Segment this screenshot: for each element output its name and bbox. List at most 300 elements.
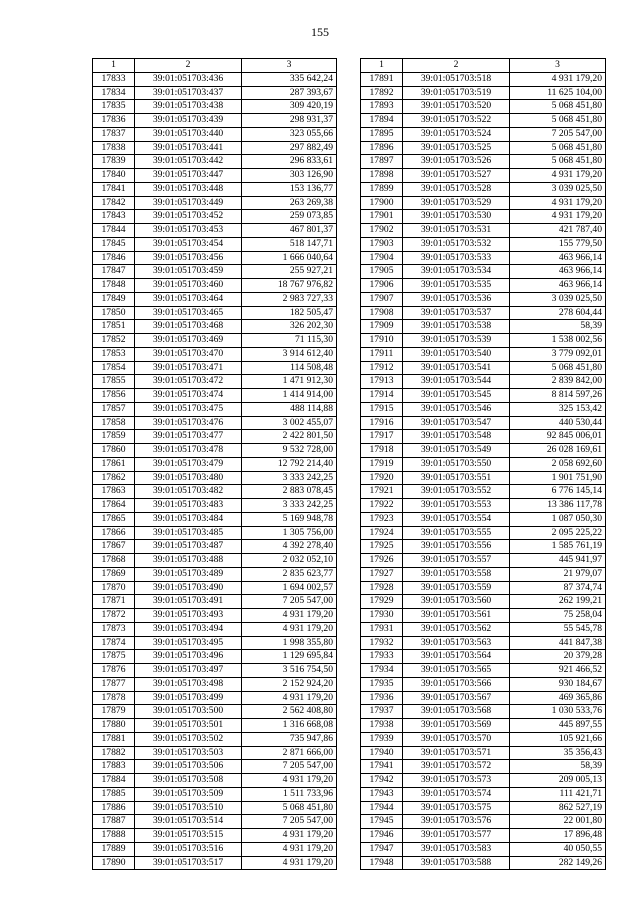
value-cell: 21 979,07 (510, 567, 606, 581)
row-number-cell: 17945 (361, 815, 403, 829)
row-number-cell: 17940 (361, 746, 403, 760)
value-cell: 114 508,48 (242, 361, 337, 375)
row-number-cell: 17857 (93, 402, 135, 416)
row-number-cell: 17925 (361, 540, 403, 554)
cadastral-number-cell: 39:01:051703:470 (135, 347, 242, 361)
row-number-cell: 17931 (361, 622, 403, 636)
row-number-cell: 17885 (93, 787, 135, 801)
value-cell: 153 136,77 (242, 182, 337, 196)
cadastral-number-cell: 39:01:051703:464 (135, 292, 242, 306)
cadastral-number-cell: 39:01:051703:489 (135, 567, 242, 581)
row-number-cell: 17881 (93, 732, 135, 746)
value-cell: 441 847,38 (510, 636, 606, 650)
row-number-cell: 17894 (361, 114, 403, 128)
value-cell: 3 516 754,50 (242, 664, 337, 678)
table-row (93, 485, 337, 499)
table-row (361, 512, 606, 526)
value-cell: 1 305 756,00 (242, 526, 337, 540)
table-row (93, 499, 337, 513)
value-cell: 2 095 225,22 (510, 526, 606, 540)
row-number-cell: 17924 (361, 526, 403, 540)
table-row (361, 760, 606, 774)
table-row (361, 306, 606, 320)
value-cell: 6 776 145,14 (510, 485, 606, 499)
row-number-cell: 17896 (361, 141, 403, 155)
cadastral-number-cell: 39:01:051703:575 (403, 801, 510, 815)
cadastral-number-cell: 39:01:051703:570 (403, 732, 510, 746)
row-number-cell: 17861 (93, 457, 135, 471)
table-body-left (93, 59, 337, 870)
table-row (93, 347, 337, 361)
table-row (361, 815, 606, 829)
table-row (93, 595, 337, 609)
table-row (361, 210, 606, 224)
value-cell: 4 931 179,20 (510, 72, 606, 86)
cadastral-number-cell: 39:01:051703:567 (403, 691, 510, 705)
table-row (361, 595, 606, 609)
row-number-cell: 17864 (93, 499, 135, 513)
cadastral-number-cell: 39:01:051703:519 (403, 86, 510, 100)
value-cell: 5 068 451,80 (510, 141, 606, 155)
table-row (361, 347, 606, 361)
cadastral-number-cell: 39:01:051703:497 (135, 664, 242, 678)
cadastral-number-cell: 39:01:051703:498 (135, 677, 242, 691)
cadastral-number-cell: 39:01:051703:556 (403, 540, 510, 554)
row-number-cell: 17874 (93, 636, 135, 650)
row-number-cell: 17903 (361, 237, 403, 251)
table-row (93, 650, 337, 664)
value-cell: 3 333 242,25 (242, 499, 337, 513)
value-cell: 4 392 278,40 (242, 540, 337, 554)
value-cell: 22 001,80 (510, 815, 606, 829)
value-cell: 92 845 006,01 (510, 430, 606, 444)
value-cell: 5 068 451,80 (510, 155, 606, 169)
value-cell: 5 068 451,80 (510, 114, 606, 128)
row-number-cell: 17948 (361, 856, 403, 870)
row-number-cell: 17947 (361, 842, 403, 856)
cadastral-number-cell: 39:01:051703:588 (403, 856, 510, 870)
table-row (93, 512, 337, 526)
cadastral-number-cell: 39:01:051703:439 (135, 114, 242, 128)
value-cell: 1 585 761,19 (510, 540, 606, 554)
value-cell: 518 147,71 (242, 237, 337, 251)
table-row (93, 581, 337, 595)
value-cell: 3 914 612,40 (242, 347, 337, 361)
table-row (361, 732, 606, 746)
column-header: 1 (93, 59, 135, 73)
value-cell: 155 779,50 (510, 237, 606, 251)
value-cell: 421 787,40 (510, 224, 606, 238)
row-number-cell: 17941 (361, 760, 403, 774)
value-cell: 4 931 179,20 (510, 210, 606, 224)
table-row (93, 389, 337, 403)
table-row (93, 127, 337, 141)
cadastral-number-cell: 39:01:051703:440 (135, 127, 242, 141)
table-row (361, 265, 606, 279)
table-row (93, 402, 337, 416)
value-cell: 4 931 179,20 (242, 829, 337, 843)
cadastral-number-cell: 39:01:051703:539 (403, 334, 510, 348)
value-cell: 7 205 547,00 (242, 815, 337, 829)
row-number-cell: 17875 (93, 650, 135, 664)
value-cell: 2 883 078,45 (242, 485, 337, 499)
cadastral-number-cell: 39:01:051703:469 (135, 334, 242, 348)
table-row (93, 169, 337, 183)
row-number-cell: 17835 (93, 100, 135, 114)
table-row (361, 554, 606, 568)
column-header: 2 (403, 59, 510, 73)
cadastral-number-cell: 39:01:051703:562 (403, 622, 510, 636)
value-cell: 309 420,19 (242, 100, 337, 114)
row-number-cell: 17935 (361, 677, 403, 691)
table-row (93, 210, 337, 224)
table-row (93, 72, 337, 86)
row-number-cell: 17849 (93, 292, 135, 306)
row-number-cell: 17862 (93, 471, 135, 485)
data-table-left (92, 58, 337, 870)
cadastral-number-cell: 39:01:051703:541 (403, 361, 510, 375)
row-number-cell: 17844 (93, 224, 135, 238)
value-cell: 296 833,61 (242, 155, 337, 169)
table-row (361, 237, 606, 251)
value-cell: 55 545,78 (510, 622, 606, 636)
value-cell: 262 199,21 (510, 595, 606, 609)
value-cell: 209 005,13 (510, 774, 606, 788)
value-cell: 463 966,14 (510, 265, 606, 279)
table-row (361, 540, 606, 554)
table-row (361, 141, 606, 155)
value-cell: 75 258,04 (510, 609, 606, 623)
row-number-cell: 17882 (93, 746, 135, 760)
cadastral-number-cell: 39:01:051703:480 (135, 471, 242, 485)
page-number: 155 (311, 25, 329, 39)
value-cell: 4 931 179,20 (242, 842, 337, 856)
cadastral-number-cell: 39:01:051703:553 (403, 499, 510, 513)
row-number-cell: 17879 (93, 705, 135, 719)
table-row (93, 279, 337, 293)
table-row (93, 251, 337, 265)
row-number-cell: 17856 (93, 389, 135, 403)
table-row (93, 815, 337, 829)
table-row (93, 801, 337, 815)
value-cell: 111 421,71 (510, 787, 606, 801)
value-cell: 282 149,26 (510, 856, 606, 870)
row-number-cell: 17919 (361, 457, 403, 471)
cadastral-number-cell: 39:01:051703:459 (135, 265, 242, 279)
cadastral-number-cell: 39:01:051703:520 (403, 100, 510, 114)
table-row (93, 636, 337, 650)
row-number-cell: 17850 (93, 306, 135, 320)
cadastral-number-cell: 39:01:051703:483 (135, 499, 242, 513)
row-number-cell: 17884 (93, 774, 135, 788)
table-row (361, 72, 606, 86)
table-row (361, 677, 606, 691)
cadastral-number-cell: 39:01:051703:538 (403, 320, 510, 334)
cadastral-number-cell: 39:01:051703:501 (135, 719, 242, 733)
row-number-cell: 17912 (361, 361, 403, 375)
row-number-cell: 17858 (93, 416, 135, 430)
table-row (93, 774, 337, 788)
cadastral-number-cell: 39:01:051703:522 (403, 114, 510, 128)
row-number-cell: 17840 (93, 169, 135, 183)
table-row (361, 196, 606, 210)
row-number-cell: 17895 (361, 127, 403, 141)
cadastral-number-cell: 39:01:051703:555 (403, 526, 510, 540)
cadastral-number-cell: 39:01:051703:564 (403, 650, 510, 664)
cadastral-number-cell: 39:01:051703:565 (403, 664, 510, 678)
row-number-cell: 17916 (361, 416, 403, 430)
table-row (93, 182, 337, 196)
cadastral-number-cell: 39:01:051703:499 (135, 691, 242, 705)
table-row (93, 760, 337, 774)
table-row (93, 224, 337, 238)
value-cell: 9 532 728,00 (242, 444, 337, 458)
cadastral-number-cell: 39:01:051703:515 (135, 829, 242, 843)
column-header: 3 (242, 59, 337, 73)
row-number-cell: 17943 (361, 787, 403, 801)
cadastral-number-cell: 39:01:051703:453 (135, 224, 242, 238)
row-number-cell: 17887 (93, 815, 135, 829)
value-cell: 87 374,74 (510, 581, 606, 595)
value-cell: 105 921,66 (510, 732, 606, 746)
table-row (361, 169, 606, 183)
table-row (361, 719, 606, 733)
row-number-cell: 17890 (93, 856, 135, 870)
cadastral-number-cell: 39:01:051703:509 (135, 787, 242, 801)
value-cell: 930 184,67 (510, 677, 606, 691)
table-row (93, 567, 337, 581)
cadastral-number-cell: 39:01:051703:544 (403, 375, 510, 389)
table-row (361, 389, 606, 403)
cadastral-number-cell: 39:01:051703:535 (403, 279, 510, 293)
row-number-cell: 17915 (361, 402, 403, 416)
value-cell: 2 562 408,80 (242, 705, 337, 719)
cadastral-number-cell: 39:01:051703:454 (135, 237, 242, 251)
row-number-cell: 17932 (361, 636, 403, 650)
value-cell: 1 511 733,96 (242, 787, 337, 801)
table-row (93, 306, 337, 320)
table-row (93, 471, 337, 485)
row-number-cell: 17899 (361, 182, 403, 196)
cadastral-number-cell: 39:01:051703:529 (403, 196, 510, 210)
value-cell: 4 931 179,20 (242, 609, 337, 623)
cadastral-number-cell: 39:01:051703:561 (403, 609, 510, 623)
value-cell: 11 625 104,00 (510, 86, 606, 100)
value-cell: 35 356,43 (510, 746, 606, 760)
table-row (361, 86, 606, 100)
cadastral-number-cell: 39:01:051703:493 (135, 609, 242, 623)
cadastral-number-cell: 39:01:051703:436 (135, 72, 242, 86)
table-row (361, 155, 606, 169)
value-cell: 7 205 547,00 (242, 760, 337, 774)
value-cell: 1 998 355,80 (242, 636, 337, 650)
row-number-cell: 17911 (361, 347, 403, 361)
cadastral-number-cell: 39:01:051703:572 (403, 760, 510, 774)
table-row (93, 554, 337, 568)
value-cell: 2 839 842,00 (510, 375, 606, 389)
table-row (93, 416, 337, 430)
cadastral-number-cell: 39:01:051703:449 (135, 196, 242, 210)
table-row (361, 609, 606, 623)
value-cell: 1 129 695,84 (242, 650, 337, 664)
table-row (93, 375, 337, 389)
cadastral-number-cell: 39:01:051703:557 (403, 554, 510, 568)
row-number-cell: 17923 (361, 512, 403, 526)
row-number-cell: 17869 (93, 567, 135, 581)
row-number-cell: 17868 (93, 554, 135, 568)
cadastral-number-cell: 39:01:051703:566 (403, 677, 510, 691)
cadastral-number-cell: 39:01:051703:537 (403, 306, 510, 320)
row-number-cell: 17934 (361, 664, 403, 678)
row-number-cell: 17910 (361, 334, 403, 348)
row-number-cell: 17942 (361, 774, 403, 788)
row-number-cell: 17848 (93, 279, 135, 293)
table-row (93, 691, 337, 705)
value-cell: 323 055,66 (242, 127, 337, 141)
table-row (361, 636, 606, 650)
table-row (361, 801, 606, 815)
value-cell: 1 414 914,00 (242, 389, 337, 403)
value-cell: 298 931,37 (242, 114, 337, 128)
row-number-cell: 17937 (361, 705, 403, 719)
cadastral-number-cell: 39:01:051703:495 (135, 636, 242, 650)
cadastral-number-cell: 39:01:051703:516 (135, 842, 242, 856)
row-number-cell: 17841 (93, 182, 135, 196)
value-cell: 5 068 451,80 (510, 361, 606, 375)
row-number-cell: 17876 (93, 664, 135, 678)
cadastral-number-cell: 39:01:051703:546 (403, 402, 510, 416)
table-row (361, 292, 606, 306)
value-cell: 862 527,19 (510, 801, 606, 815)
row-number-cell: 17929 (361, 595, 403, 609)
row-number-cell: 17867 (93, 540, 135, 554)
table-row (361, 691, 606, 705)
table-body-right (361, 59, 606, 870)
value-cell: 182 505,47 (242, 306, 337, 320)
table-row (361, 471, 606, 485)
value-cell: 12 792 214,40 (242, 457, 337, 471)
row-number-cell: 17866 (93, 526, 135, 540)
table-row (361, 416, 606, 430)
table-row (93, 196, 337, 210)
cadastral-number-cell: 39:01:051703:465 (135, 306, 242, 320)
table-row (93, 361, 337, 375)
cadastral-number-cell: 39:01:051703:526 (403, 155, 510, 169)
value-cell: 445 941,97 (510, 554, 606, 568)
value-cell: 3 039 025,50 (510, 182, 606, 196)
value-cell: 278 604,44 (510, 306, 606, 320)
table-row (361, 100, 606, 114)
row-number-cell: 17936 (361, 691, 403, 705)
table-row (93, 677, 337, 691)
row-number-cell: 17914 (361, 389, 403, 403)
table-row (93, 320, 337, 334)
value-cell: 4 931 179,20 (510, 169, 606, 183)
value-cell: 26 028 169,61 (510, 444, 606, 458)
row-number-cell: 17846 (93, 251, 135, 265)
table-row (361, 402, 606, 416)
value-cell: 1 471 912,30 (242, 375, 337, 389)
cadastral-number-cell: 39:01:051703:576 (403, 815, 510, 829)
table-row (93, 334, 337, 348)
value-cell: 1 030 533,76 (510, 705, 606, 719)
value-cell: 58,39 (510, 760, 606, 774)
table-row (361, 856, 606, 870)
value-cell: 20 379,28 (510, 650, 606, 664)
cadastral-number-cell: 39:01:051703:477 (135, 430, 242, 444)
cadastral-number-cell: 39:01:051703:452 (135, 210, 242, 224)
row-number-cell: 17946 (361, 829, 403, 843)
row-number-cell: 17933 (361, 650, 403, 664)
column-header: 3 (510, 59, 606, 73)
value-cell: 71 115,30 (242, 334, 337, 348)
table-row (361, 705, 606, 719)
table-row (93, 746, 337, 760)
table-row (361, 842, 606, 856)
value-cell: 3 039 025,50 (510, 292, 606, 306)
value-cell: 1 666 040,64 (242, 251, 337, 265)
table-header-row (93, 59, 337, 73)
table-row (93, 526, 337, 540)
cadastral-number-cell: 39:01:051703:484 (135, 512, 242, 526)
row-number-cell: 17901 (361, 210, 403, 224)
cadastral-number-cell: 39:01:051703:559 (403, 581, 510, 595)
cadastral-number-cell: 39:01:051703:583 (403, 842, 510, 856)
cadastral-number-cell: 39:01:051703:442 (135, 155, 242, 169)
cadastral-number-cell: 39:01:051703:447 (135, 169, 242, 183)
row-number-cell: 17905 (361, 265, 403, 279)
row-number-cell: 17839 (93, 155, 135, 169)
row-number-cell: 17922 (361, 499, 403, 513)
row-number-cell: 17893 (361, 100, 403, 114)
value-cell: 40 050,55 (510, 842, 606, 856)
value-cell: 445 897,55 (510, 719, 606, 733)
row-number-cell: 17847 (93, 265, 135, 279)
table-row (361, 224, 606, 238)
cadastral-number-cell: 39:01:051703:532 (403, 237, 510, 251)
cadastral-number-cell: 39:01:051703:510 (135, 801, 242, 815)
value-cell: 4 931 179,20 (510, 196, 606, 210)
cadastral-number-cell: 39:01:051703:508 (135, 774, 242, 788)
value-cell: 735 947,86 (242, 732, 337, 746)
row-number-cell: 17854 (93, 361, 135, 375)
row-number-cell: 17880 (93, 719, 135, 733)
value-cell: 326 202,30 (242, 320, 337, 334)
table-row (361, 444, 606, 458)
row-number-cell: 17892 (361, 86, 403, 100)
cadastral-number-cell: 39:01:051703:514 (135, 815, 242, 829)
cadastral-number-cell: 39:01:051703:438 (135, 100, 242, 114)
row-number-cell: 17944 (361, 801, 403, 815)
table-row (93, 705, 337, 719)
row-number-cell: 17870 (93, 581, 135, 595)
cadastral-number-cell: 39:01:051703:441 (135, 141, 242, 155)
value-cell: 2 871 666,00 (242, 746, 337, 760)
table-row (93, 114, 337, 128)
table-row (361, 361, 606, 375)
cadastral-number-cell: 39:01:051703:437 (135, 86, 242, 100)
table-row (361, 526, 606, 540)
value-cell: 255 927,21 (242, 265, 337, 279)
row-number-cell: 17878 (93, 691, 135, 705)
cadastral-number-cell: 39:01:051703:500 (135, 705, 242, 719)
row-number-cell: 17889 (93, 842, 135, 856)
table-row (93, 141, 337, 155)
table-row (93, 292, 337, 306)
cadastral-number-cell: 39:01:051703:517 (135, 856, 242, 870)
cadastral-number-cell: 39:01:051703:534 (403, 265, 510, 279)
table-row (93, 622, 337, 636)
